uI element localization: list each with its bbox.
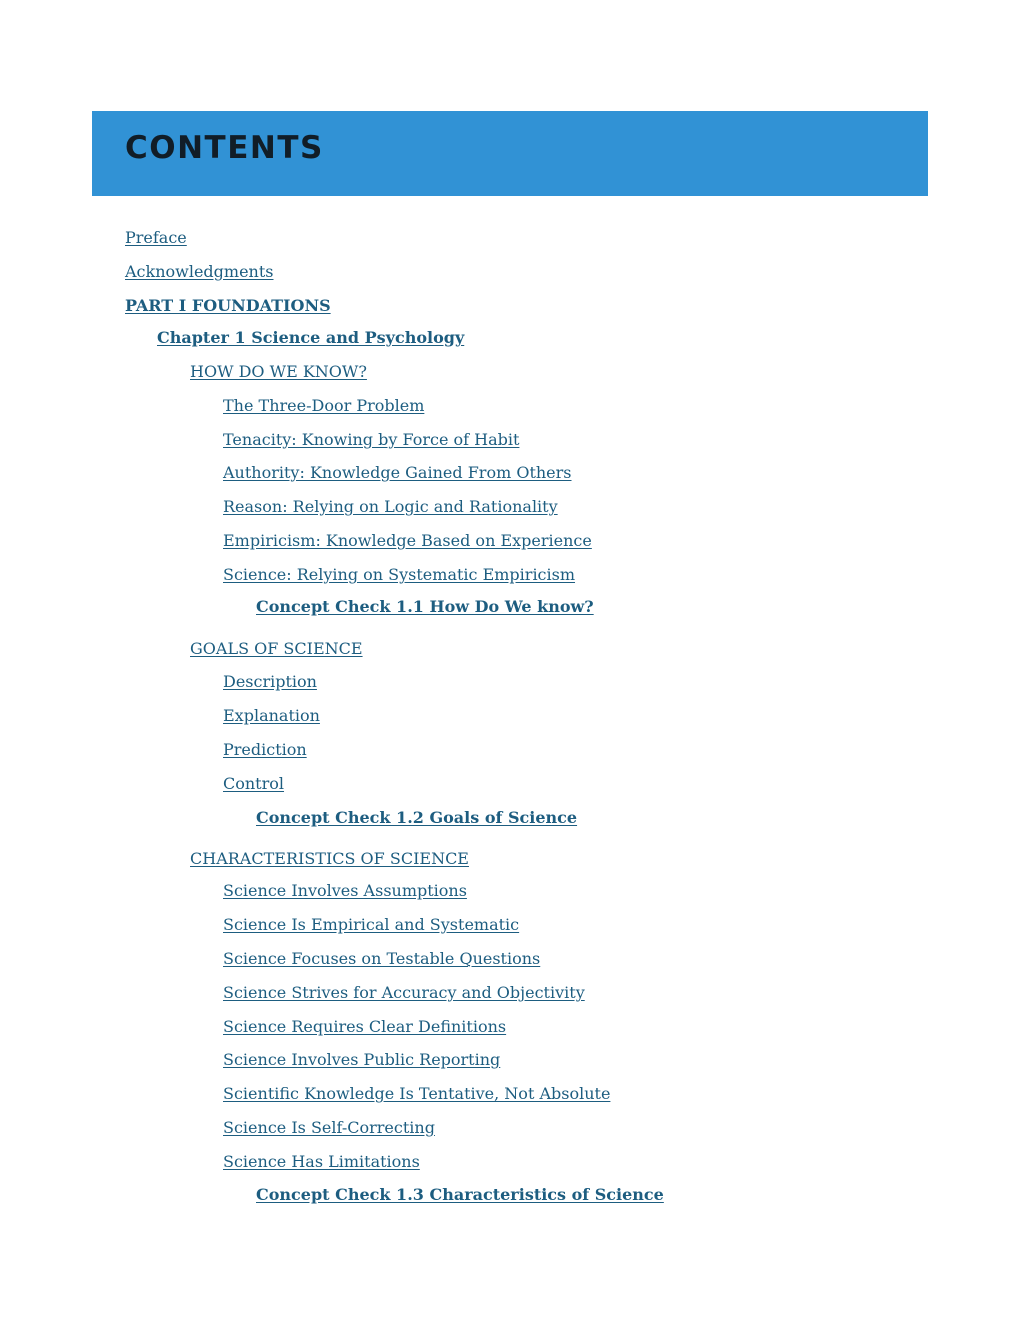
toc-link-description[interactable]: Description [223,672,317,691]
toc-link-section-goals-of-science[interactable]: GOALS OF SCIENCE [190,639,363,658]
toc-link-science-self-correcting[interactable]: Science Is Self-Correcting [223,1118,435,1137]
toc-link-science-accuracy[interactable]: Science Strives for Accuracy and Objectivity [223,983,585,1002]
toc-link-authority[interactable]: Authority: Knowledge Gained From Others [223,463,572,482]
toc-link-section-characteristics[interactable]: CHARACTERISTICS OF SCIENCE [190,849,469,868]
toc-link-science-tentative[interactable]: Scientific Knowledge Is Tentative, Not Absolute [223,1084,611,1103]
toc-link-concept-check-1-1[interactable]: Concept Check 1.1 How Do We know? [256,597,594,616]
toc-link-part-1[interactable]: PART I FOUNDATIONS [125,296,331,315]
toc-link-tenacity[interactable]: Tenacity: Knowing by Force of Habit [223,430,520,449]
toc-link-science-assumptions[interactable]: Science Involves Assumptions [223,881,467,900]
toc-link-reason[interactable]: Reason: Relying on Logic and Rationality [223,497,558,516]
toc-link-science-testable[interactable]: Science Focuses on Testable Questions [223,949,541,968]
toc-link-science-systematic-empiricism[interactable]: Science: Relying on Systematic Empiricism [223,565,576,584]
toc-link-explanation[interactable]: Explanation [223,706,320,725]
toc-link-concept-check-1-3[interactable]: Concept Check 1.3 Characteristics of Science [256,1185,664,1204]
contents-banner [92,111,928,196]
toc-link-section-how-do-we-know[interactable]: HOW DO WE KNOW? [190,362,367,381]
toc-link-science-empirical[interactable]: Science Is Empirical and Systematic [223,915,520,934]
toc-link-preface[interactable]: Preface [125,228,187,247]
toc-link-prediction[interactable]: Prediction [223,740,307,759]
toc-link-acknowledgments[interactable]: Acknowledgments [125,262,274,281]
toc-link-chapter-1[interactable]: Chapter 1 Science and Psychology [157,328,465,347]
contents-heading: CONTENTS [125,130,324,166]
toc-link-science-definitions[interactable]: Science Requires Clear Definitions [223,1017,507,1036]
toc-link-empiricism[interactable]: Empiricism: Knowledge Based on Experience [223,531,592,550]
toc-link-science-public-reporting[interactable]: Science Involves Public Reporting [223,1050,501,1069]
toc-link-three-door-problem[interactable]: The Three-Door Problem [223,396,425,415]
toc-link-science-limitations[interactable]: Science Has Limitations [223,1152,420,1171]
toc-link-control[interactable]: Control [223,774,285,793]
toc-link-concept-check-1-2[interactable]: Concept Check 1.2 Goals of Science [256,808,578,827]
